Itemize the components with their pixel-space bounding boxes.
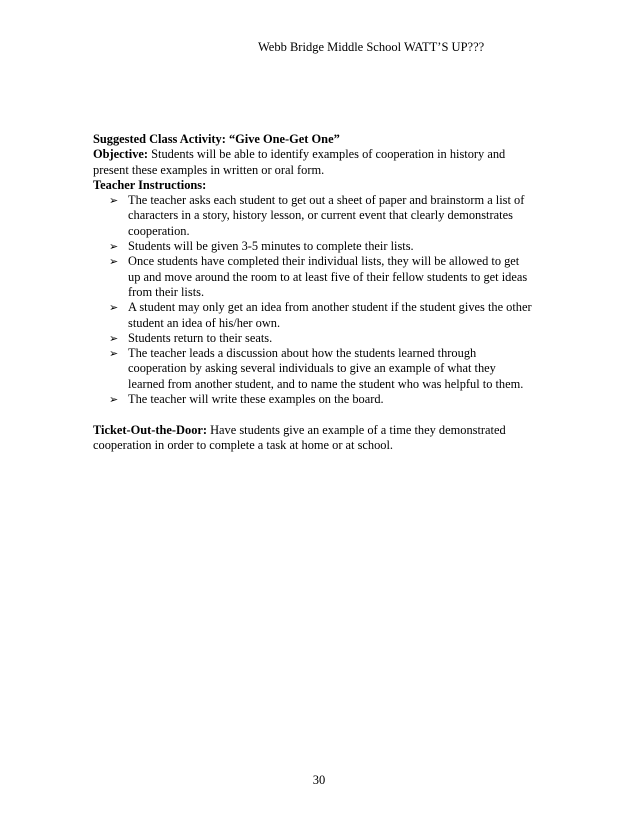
instruction-item bbox=[93, 346, 533, 392]
instruction-item bbox=[93, 331, 533, 346]
instruction-text: Once students have completed their individual lists, they will be allowed to get up and move around the room to at least five of their fellow students to get ideas from their lists. bbox=[128, 254, 528, 299]
instruction-item bbox=[93, 392, 533, 407]
instruction-text: Students will be given 3-5 minutes to complete their lists. bbox=[128, 239, 414, 254]
ticket-paragraph bbox=[93, 423, 533, 454]
page-number: 30 bbox=[312, 773, 326, 787]
instruction-text: The teacher will write these examples on the board. bbox=[128, 392, 384, 407]
instruction-text: The teacher leads a discussion about how the students learned through cooperation by asking several individuals to give an example of what they learned from another student, and to name the student who was helpful to them. bbox=[128, 346, 524, 391]
instruction-text: Students return to their seats. bbox=[128, 330, 273, 345]
arrow-bullet-icon: ➢ bbox=[109, 255, 119, 269]
instruction-text: The teacher asks each student to get out a sheet of paper and brainstorm a list of characters in a story, history lesson, or current event that clearly demonstrates cooperation. bbox=[128, 193, 525, 238]
ticket-text: Have students give an example of a time they demonstrated cooperation in order to complete a task at home or at school. bbox=[93, 422, 506, 452]
arrow-bullet-icon: ➢ bbox=[109, 240, 119, 254]
instruction-item bbox=[93, 239, 533, 254]
activity-title: Suggested Class Activity: “Give One-Get One” bbox=[93, 132, 340, 146]
ticket-label: Ticket-Out-the-Door: bbox=[93, 422, 208, 437]
objective-text: Students will be able to identify examples of cooperation in history and present these examples in written or oral form. bbox=[93, 147, 506, 177]
instructions-list bbox=[93, 193, 533, 407]
instruction-item bbox=[93, 193, 533, 239]
instruction-text: A student may only get an idea from another student if the student gives the other student an idea of his/her own. bbox=[128, 300, 532, 330]
arrow-bullet-icon: ➢ bbox=[109, 393, 119, 407]
arrow-bullet-icon: ➢ bbox=[109, 194, 119, 208]
arrow-bullet-icon: ➢ bbox=[109, 301, 119, 315]
instructions-heading: Teacher Instructions: bbox=[93, 177, 207, 192]
objective-label: Objective: bbox=[93, 147, 149, 162]
instruction-item bbox=[93, 300, 533, 331]
running-header: Webb Bridge Middle School WATT’S UP??? bbox=[258, 40, 485, 54]
arrow-bullet-icon: ➢ bbox=[109, 331, 119, 345]
activity-content bbox=[93, 132, 533, 453]
paragraph-spacer bbox=[93, 407, 533, 422]
instruction-item bbox=[93, 254, 533, 300]
objective-paragraph bbox=[93, 147, 533, 178]
arrow-bullet-icon: ➢ bbox=[109, 347, 119, 361]
